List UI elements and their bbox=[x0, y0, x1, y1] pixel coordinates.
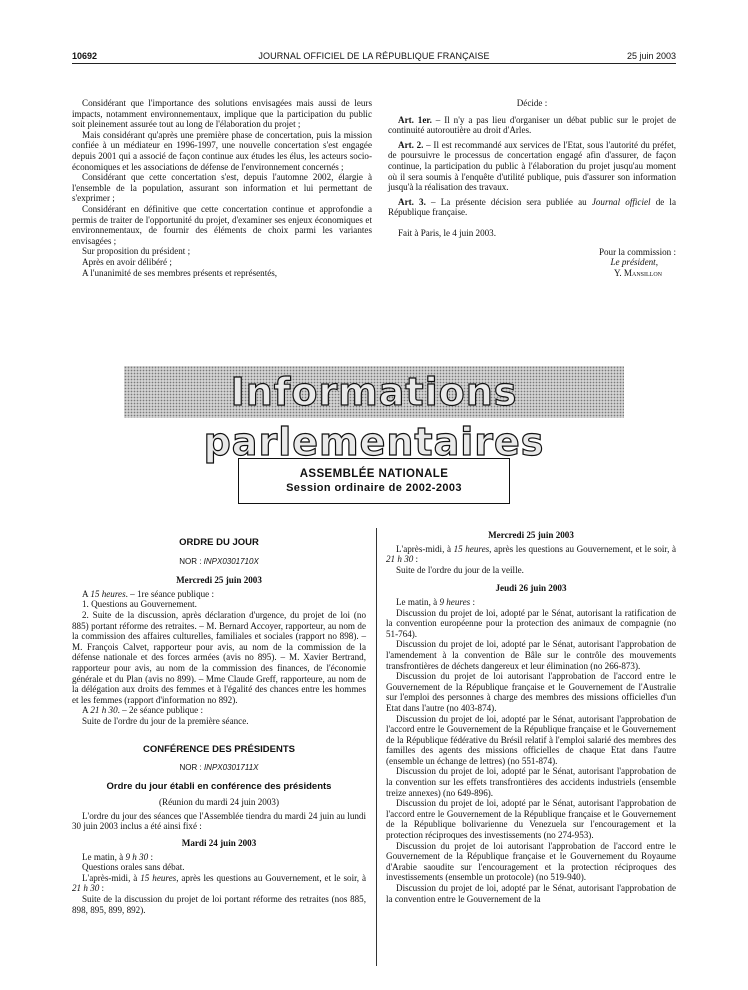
article-text: – La présente décision sera publiée au bbox=[425, 196, 592, 207]
text: : bbox=[413, 554, 419, 565]
assembly-name: ASSEMBLÉE NATIONALE bbox=[299, 468, 449, 480]
proposal-line: Sur proposition du président ; bbox=[82, 246, 191, 257]
text: , après les questions au Gouvernement, et le soir, à bbox=[489, 543, 676, 554]
header-rule bbox=[72, 63, 676, 64]
column-divider bbox=[376, 528, 377, 966]
page-number: 10692 bbox=[72, 51, 98, 61]
done-at: Fait à Paris, le 4 juin 2003. bbox=[398, 227, 497, 238]
decision-considerants-column bbox=[72, 98, 372, 278]
session-time bbox=[386, 544, 676, 565]
time: 21 h 30 bbox=[72, 883, 100, 894]
agenda-item: Discussion du projet de loi, adopté par le Sénat, autorisant l'approbation de la convention entre le Gouvernement de la bbox=[386, 883, 676, 904]
issue-date: 25 juin 2003 bbox=[626, 51, 676, 61]
time: 15 heures bbox=[90, 588, 126, 599]
agenda-right-column bbox=[386, 530, 676, 904]
agenda-item: Suite de la discussion du projet de loi portant réforme des retraites (nos 885, 898, 895, 899, 892). bbox=[72, 894, 366, 915]
nor-reference bbox=[72, 763, 366, 774]
nor-label: NOR : bbox=[179, 763, 204, 773]
session-time bbox=[72, 873, 366, 894]
text: Le matin, à bbox=[82, 851, 126, 862]
signature-block bbox=[388, 247, 676, 279]
text: : bbox=[470, 596, 475, 607]
meeting-date: (Réunion du mardi 24 juin 2003) bbox=[159, 797, 279, 808]
nor-label: NOR : bbox=[179, 556, 204, 566]
text: L'après-midi, à bbox=[82, 872, 141, 883]
text: A bbox=[82, 705, 91, 716]
text: : bbox=[148, 851, 153, 862]
time: 21 h 30 bbox=[386, 554, 414, 565]
time: 9 heures bbox=[439, 596, 471, 607]
banner-title: Informations parlementaires bbox=[203, 370, 545, 464]
agenda-item: Discussion du projet de loi, adopté par le Sénat, autorisant l'approbation de la convention sur les effets transfrontières des accidents industriels (ensemble treize annexes) (no 649-896). bbox=[386, 766, 676, 798]
signature-line-1: Pour la commission : bbox=[598, 246, 676, 257]
article-label: Art. 2. bbox=[398, 139, 424, 150]
time: 15 heures bbox=[140, 872, 177, 883]
day-heading: Mardi 24 juin 2003 bbox=[181, 838, 257, 849]
session-time bbox=[386, 597, 676, 608]
text: Le matin, à bbox=[396, 596, 440, 607]
agenda-item: Discussion du projet de loi, adopté par le Sénat, autorisant l'approbation de l'amendement à la convention de Bâle sur le contrôle des mouvements transfrontières de déchets dangereux et leur élimination (no 266-873). bbox=[386, 639, 676, 671]
session-name: Session ordinaire de 2002-2003 bbox=[286, 482, 462, 494]
assembly-title-box bbox=[238, 458, 510, 504]
unanimity-line: A l'unanimité de ses membres présents et représentés, bbox=[82, 267, 278, 278]
article-text: – Il n'y a pas lieu d'organiser un débat public sur le projet de continuité autoroutière au droit d'Arles. bbox=[388, 114, 676, 136]
time: 9 h 30 bbox=[125, 851, 149, 862]
journal-title: JOURNAL OFFICIEL DE LA RÉPUBLIQUE FRANÇAISE bbox=[258, 51, 490, 61]
agenda-item: Discussion du projet de loi autorisant l'approbation de l'accord entre le Gouvernement de la République française et le Gouvernement de l'Australie sur l'emploi des personnes à charge des membres des missions officielles d'un Etat dans l'autre (no 403-874). bbox=[386, 671, 676, 713]
article-text: de la République française. bbox=[388, 196, 676, 218]
article-2 bbox=[388, 140, 676, 193]
agenda-item: Discussion du projet de loi, adopté par le Sénat, autorisant l'approbation de l'accord entre le Gouvernement de la République française et le Gouvernement de la République bolivarienne du Venezuela sur l'encouragement et la protection réciproques des investissements (no 274-953). bbox=[386, 798, 676, 841]
text: . – 2e séance publique : bbox=[117, 705, 203, 716]
considerant-paragraph: Considérant que cette concertation s'est, depuis l'automne 2002, élargie à l'ensemble de la population, assurant son information et lui permettant de s'exprimer ; bbox=[72, 172, 372, 204]
article-label: Art. 3. bbox=[398, 196, 426, 207]
session-time bbox=[72, 852, 366, 863]
agenda-left-column bbox=[72, 530, 366, 915]
conference-intro: L'ordre du jour des séances que l'Assemblée tiendra du mardi 24 juin au lundi 30 juin 2003 inclus a été ainsi fixé : bbox=[72, 810, 366, 832]
decision-articles-column bbox=[388, 98, 676, 278]
considerant-paragraph: Mais considérant qu'après une première phase de concertation, puis la mission confiée à un médiateur en 1996-1997, une nouvelle concertation s'est engagée depuis 2001 qui a associé de façon continue aux études les élus, les acteurs socio-économiques et les associations de défense de l'environnement concernés ; bbox=[72, 129, 372, 172]
text: , après les questions au Gouvernement, et le soir, à bbox=[176, 872, 367, 883]
article-label: Art. 1er. bbox=[398, 114, 432, 125]
section-banner bbox=[124, 366, 624, 464]
agenda-item: Suite de l'ordre du jour de la première séance. bbox=[82, 715, 249, 726]
article-1 bbox=[388, 115, 676, 136]
conference-title: CONFÉRENCE DES PRÉSIDENTS bbox=[142, 743, 296, 755]
article-text: – Il est recommandé aux services de l'Etat, sous l'autorité du préfet, de poursuivre le processus de concertation engagé afin d'assurer, de façon continue, la participation du public à l'élaboration du projet jusqu'au moment où il sera soumis à l'enquête d'utilité publique, puis d'assurer son information jusqu'à la réalisation des travaux. bbox=[388, 139, 676, 193]
text: . – 1re séance publique : bbox=[125, 588, 215, 599]
ordre-du-jour-title: ORDRE DU JOUR bbox=[179, 537, 259, 548]
agenda-item: Suite de l'ordre du jour de la veille. bbox=[396, 564, 524, 575]
agenda-item: Discussion du projet de loi, adopté par le Sénat, autorisant la ratification de la convention européenne pour la protection des animaux de compagnie (no 51-764). bbox=[386, 607, 676, 639]
text: A bbox=[82, 588, 91, 599]
deliberation-line: Après en avoir délibéré ; bbox=[82, 256, 172, 267]
journal-name: Journal officiel bbox=[591, 196, 651, 207]
nor-reference bbox=[72, 557, 366, 568]
day-heading: Mercredi 25 juin 2003 bbox=[488, 530, 574, 540]
text: L'après-midi, à bbox=[396, 543, 454, 554]
time: 15 heures bbox=[453, 543, 490, 554]
agenda-item: Discussion du projet de loi, adopté par le Sénat, autorisant l'approbation de l'accord entre le Gouvernement de la République française et le Gouvernement de la République fédérative du Brésil relatif à l'emploi salarié des membres des familles des agents des missions officielles de chaque Etat dans l'autre (ensemble un échange de lettres) (no 551-874). bbox=[386, 713, 676, 766]
nor-value: INPX0301711X bbox=[203, 763, 259, 773]
decide-heading: Décide : bbox=[516, 98, 548, 108]
day-heading: Mercredi 25 juin 2003 bbox=[176, 575, 262, 586]
time: 21 h 30 bbox=[90, 705, 118, 716]
conference-subtitle: Ordre du jour établi en conférence des présidents bbox=[106, 780, 332, 792]
agenda-item: Questions orales sans débat. bbox=[82, 862, 185, 873]
session-time bbox=[72, 705, 366, 716]
considerant-paragraph: Considérant en définitive que cette concertation continue et approfondie a permis de traiter de l'opportunité du projet, d'examiner ses enjeux économiques et environnementaux, de fournir des éléments de choix parmi les variantes envisagées ; bbox=[72, 203, 372, 246]
session-time bbox=[72, 589, 366, 600]
agenda-item: 2. Suite de la discussion, après déclaration d'urgence, du projet de loi (no 885) portant réforme des retraites. – M. Bernard Accoyer, rapporteur, au nom de la commission des affaires culturelles, familiales et sociales (rapport no 898). – M. François Calvet, rapporteur pour avis, au nom de la commission de la défense nationale et des forces armées (avis no 895). – M. Xavier Bertrand, rapporteur pour avis, au nom de la commission des finances, de l'économie générale et du Plan (avis no 899). – Mme Claude Greff, rapporteure, au nom de la délégation aux droits des femmes et à l'égalité des chances entre les hommes et les femmes (rapport d'information no 892). bbox=[72, 609, 366, 705]
article-3 bbox=[388, 197, 676, 218]
agenda-item: Discussion du projet de loi autorisant l'approbation de l'accord entre le Gouvernement de la République française et le Gouvernement du Royaume d'Arabie saoudite sur l'encouragement et la protection réciproques des investissements (ensemble un protocole) (no 519-940). bbox=[386, 840, 676, 883]
running-header bbox=[72, 50, 676, 62]
signature-title: Le président, bbox=[610, 257, 658, 268]
signatory-name: Y. Mansillon bbox=[613, 267, 662, 278]
nor-value: INPX0301710X bbox=[203, 556, 259, 566]
considerant-paragraph: Considérant que l'importance des solutions envisagées mais aussi de leurs impacts, notamment environnementaux, implique que la participation du public soit pleinement assurée tout au long de l'élaboration du projet ; bbox=[72, 98, 372, 130]
text: : bbox=[99, 883, 105, 894]
agenda-item: 1. Questions au Gouvernement. bbox=[82, 599, 197, 610]
day-heading: Jeudi 26 juin 2003 bbox=[495, 583, 567, 594]
